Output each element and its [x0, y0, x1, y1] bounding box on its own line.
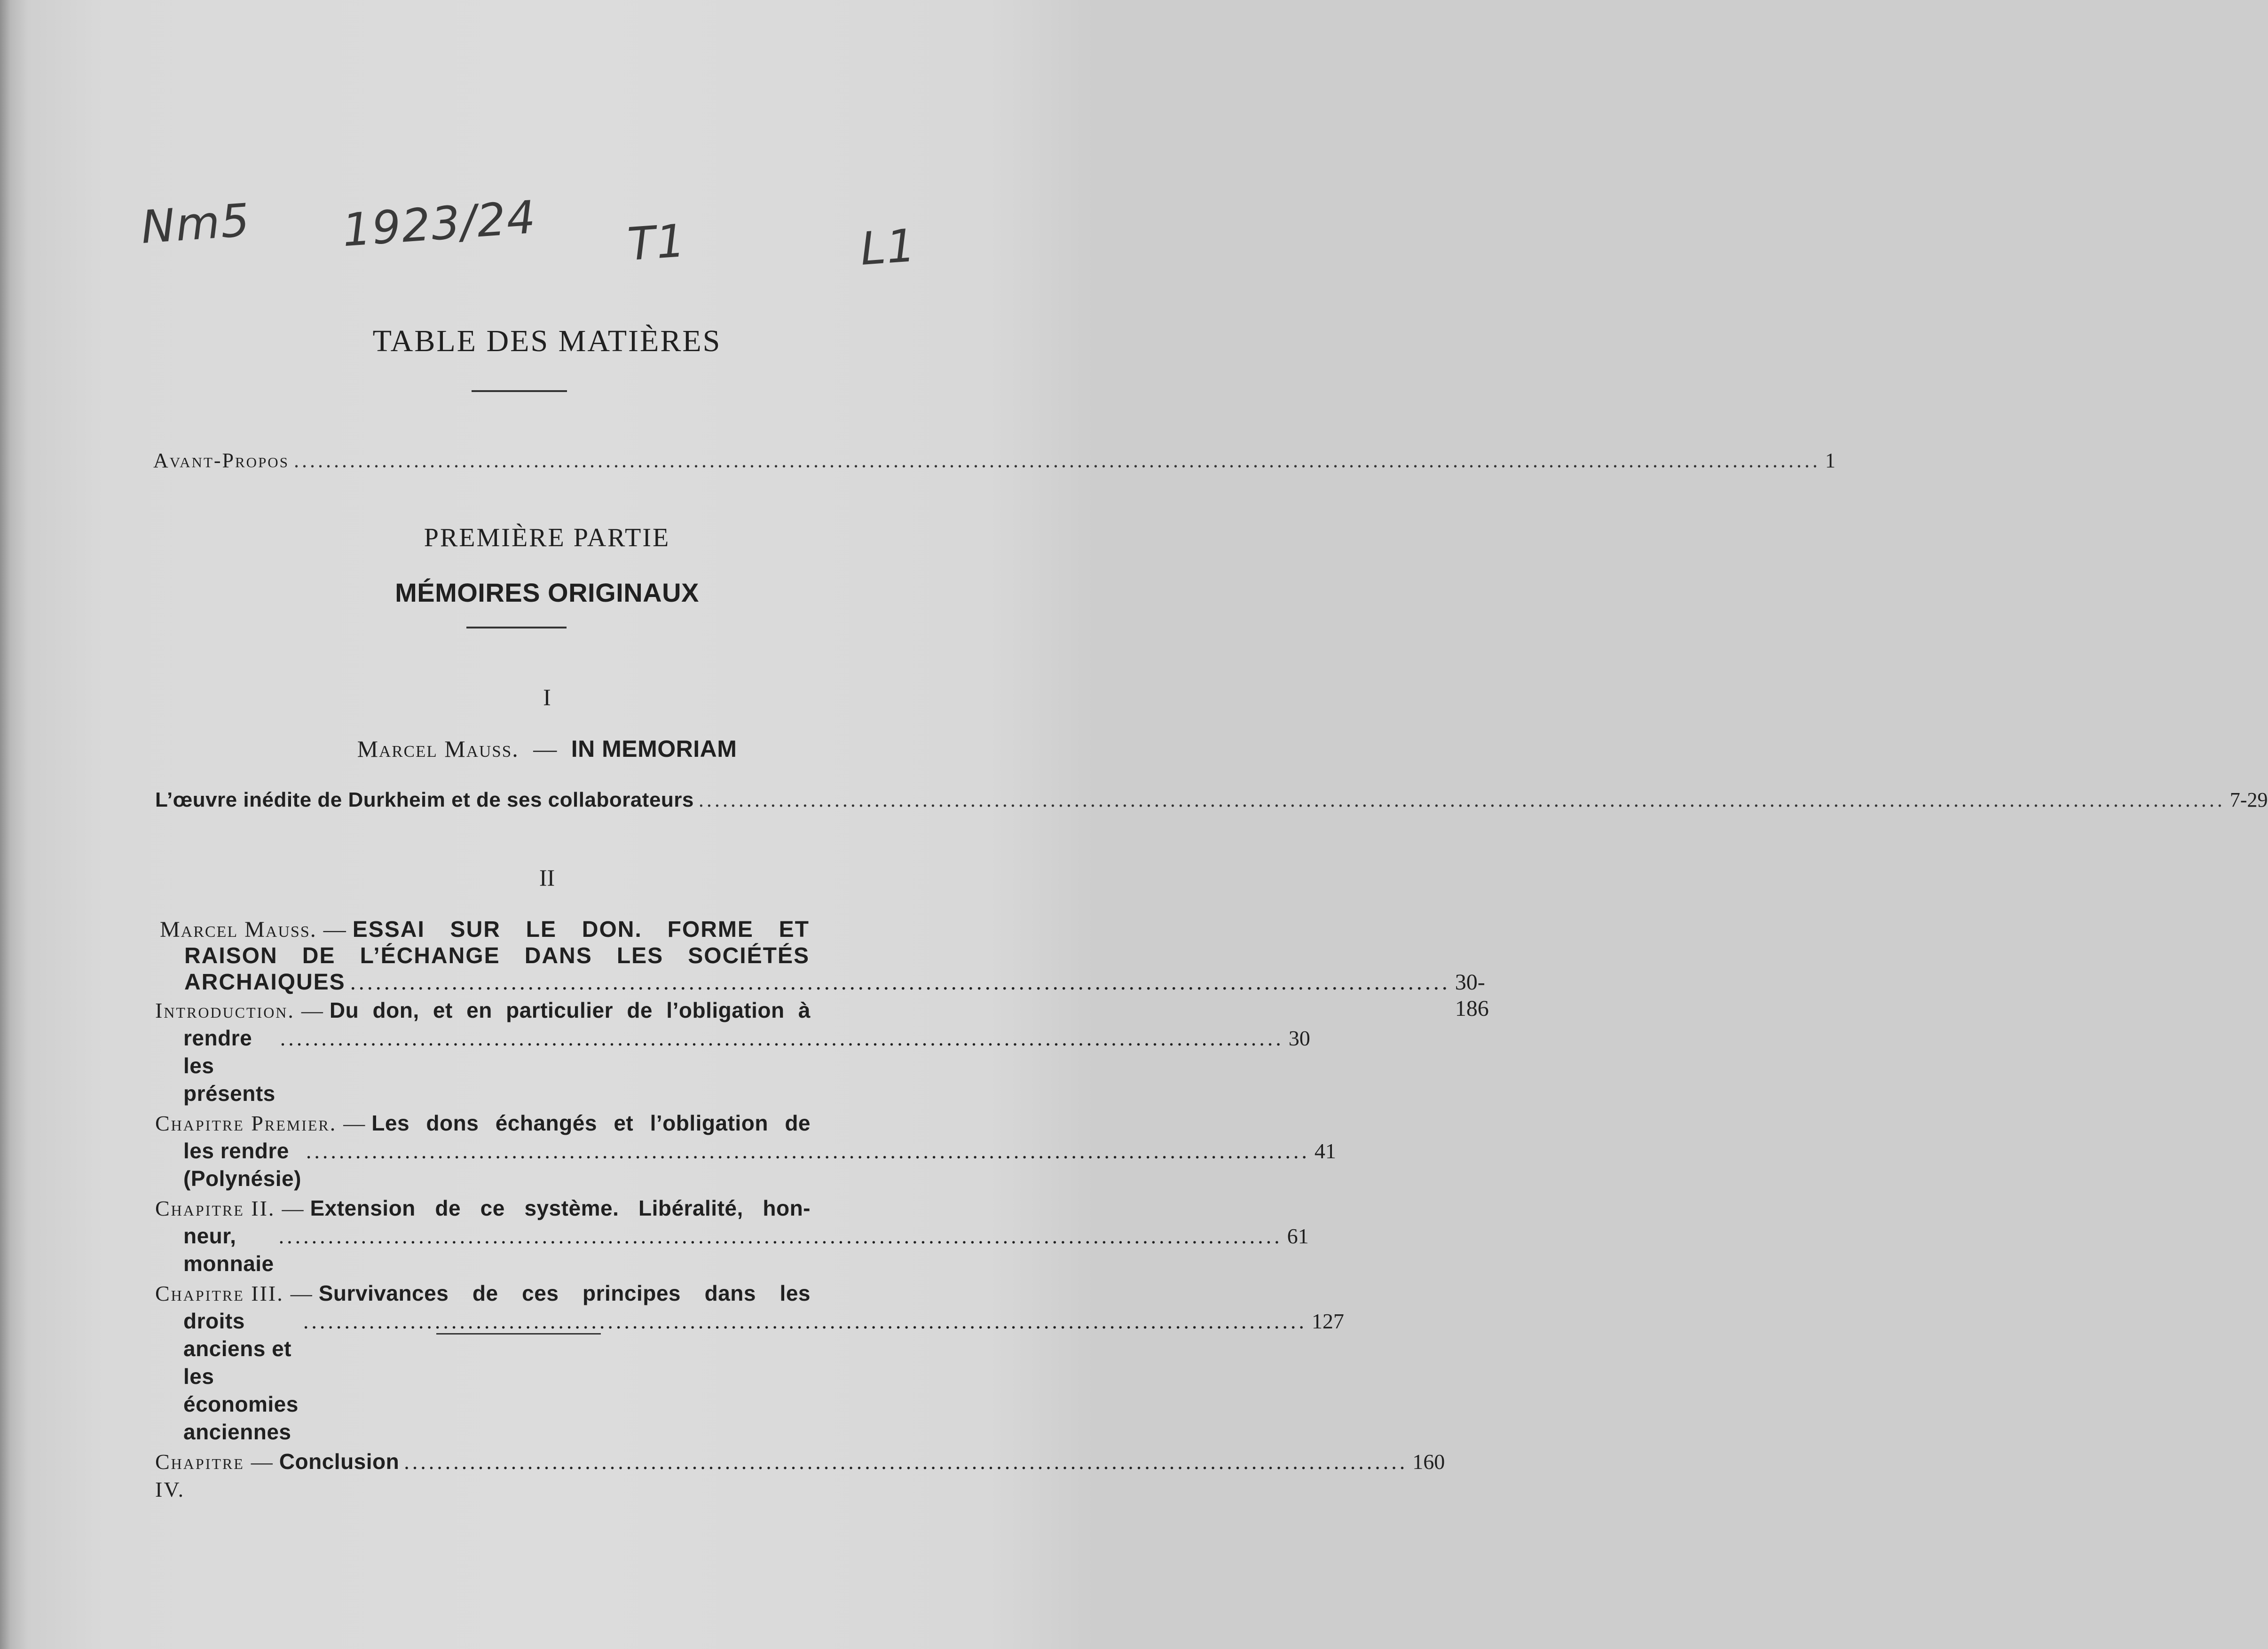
- chapter-title-line-1: Les dons échangés et l’obligation de: [371, 1111, 811, 1135]
- handwritten-tome: T1: [626, 214, 688, 271]
- leader-dots: ..................................................................................................................................: [350, 970, 1450, 995]
- handwritten-years: 1923/24: [340, 190, 538, 257]
- toc-entry-page: 30-186: [1455, 970, 1489, 1021]
- chapter-title-line-1: Du don, et en particulier de l’obligation à: [329, 998, 811, 1022]
- part-divider: [466, 627, 567, 628]
- chapter-prefix: Chapitre Premier.: [155, 1111, 337, 1135]
- chapter-title-line-2: rendre les présents: [183, 1026, 276, 1106]
- leader-dots: ..........................................................................................................................: [306, 1139, 1310, 1163]
- chapter-title-line-1: Extension de ce système. Libéralité, hon-: [310, 1196, 811, 1220]
- leader-dots: [294, 450, 1820, 471]
- toc-entry-chapitre-iv[interactable]: [155, 1448, 1445, 1503]
- essai-title-line-2: RAISON DE L’ÉCHANGE DANS LES SOCIÉTÉS: [184, 943, 810, 968]
- chapter-prefix: Chapitre III.: [155, 1281, 284, 1305]
- chapter-title-line-2: neur, monnaie: [183, 1224, 274, 1276]
- leader-dots: ..........................................................................................................................: [303, 1309, 1307, 1333]
- chapter-prefix: Introduction.: [155, 998, 295, 1022]
- author-name: Marcel Mauss.: [160, 917, 317, 942]
- dash: —: [323, 917, 346, 942]
- toc-entry-page: 127: [1311, 1309, 1344, 1333]
- dash: —: [301, 998, 323, 1022]
- author-name: Marcel Mauss.: [357, 736, 519, 762]
- toc-entry-page: 1: [1825, 449, 1835, 472]
- dash: —: [343, 1111, 365, 1135]
- leader-dots: ..........................................................................................................................: [280, 1026, 1284, 1050]
- leader-dots: [699, 790, 2225, 810]
- dash: —: [533, 736, 557, 762]
- toc-entry-introduction[interactable]: [155, 997, 1310, 1107]
- toc-entry-page: 61: [1287, 1224, 1309, 1248]
- toc-entry-page: 7-29: [2229, 788, 2268, 811]
- toc-entry-page: 41: [1314, 1139, 1336, 1163]
- section-1-heading: [0, 735, 1094, 762]
- dash: —: [282, 1196, 304, 1220]
- leader-dots: ..........................................................................................................................: [278, 1224, 1283, 1248]
- essai-title-line-1: ESSAI SUR LE DON. FORME ET: [352, 917, 810, 942]
- chapter-title-line-2: droits anciens et les économies anciennes: [183, 1309, 299, 1444]
- toc-entry-chapitre-ii[interactable]: [155, 1194, 1309, 1278]
- toc-entry-oeuvre-inedite[interactable]: [155, 788, 2268, 811]
- page-title: TABLE DES MATIÈRES: [372, 324, 722, 358]
- toc-entry-label: L’œuvre inédite de Durkheim et de ses collaborateurs: [155, 788, 694, 811]
- closing-divider: [436, 1333, 601, 1335]
- part-heading: PREMIÈRE PARTIE: [424, 523, 670, 552]
- title-divider: [472, 390, 567, 392]
- toc-entry-chapitre-premier[interactable]: [155, 1109, 1336, 1193]
- chapter-title-line-2: les rendre (Polynésie): [183, 1139, 301, 1191]
- chapter-list: [155, 997, 1445, 1503]
- part-subheading: MÉMOIRES ORIGINAUX: [395, 578, 699, 607]
- toc-entry-page: 30: [1288, 1026, 1310, 1050]
- toc-entry-avant-propos[interactable]: [153, 449, 1835, 472]
- toc-entry-chapitre-iii[interactable]: [155, 1280, 1344, 1446]
- chapter-title-line-1: Survivances de ces principes dans les: [318, 1281, 811, 1305]
- chapter-prefix: Chapitre II.: [155, 1196, 276, 1220]
- section-1-title: IN MEMORIAM: [571, 736, 737, 762]
- leader-dots: ..........................................................................................................................: [404, 1450, 1408, 1474]
- chapter-prefix: Chapitre IV.: [155, 1450, 244, 1501]
- chapter-title-line-1: Conclusion: [279, 1449, 400, 1474]
- handwritten-label: L1: [858, 219, 918, 275]
- dash: —: [251, 1450, 273, 1474]
- toc-entry-page: 160: [1412, 1450, 1445, 1474]
- toc-entry-label: Avant-Propos: [153, 449, 289, 472]
- essai-title-line-3: ARCHAIQUES: [184, 970, 346, 995]
- section-numeral-1: I: [543, 684, 551, 710]
- section-numeral-2: II: [539, 864, 555, 891]
- handwritten-shelfmark: Nm5: [139, 194, 252, 254]
- dash: —: [290, 1281, 312, 1305]
